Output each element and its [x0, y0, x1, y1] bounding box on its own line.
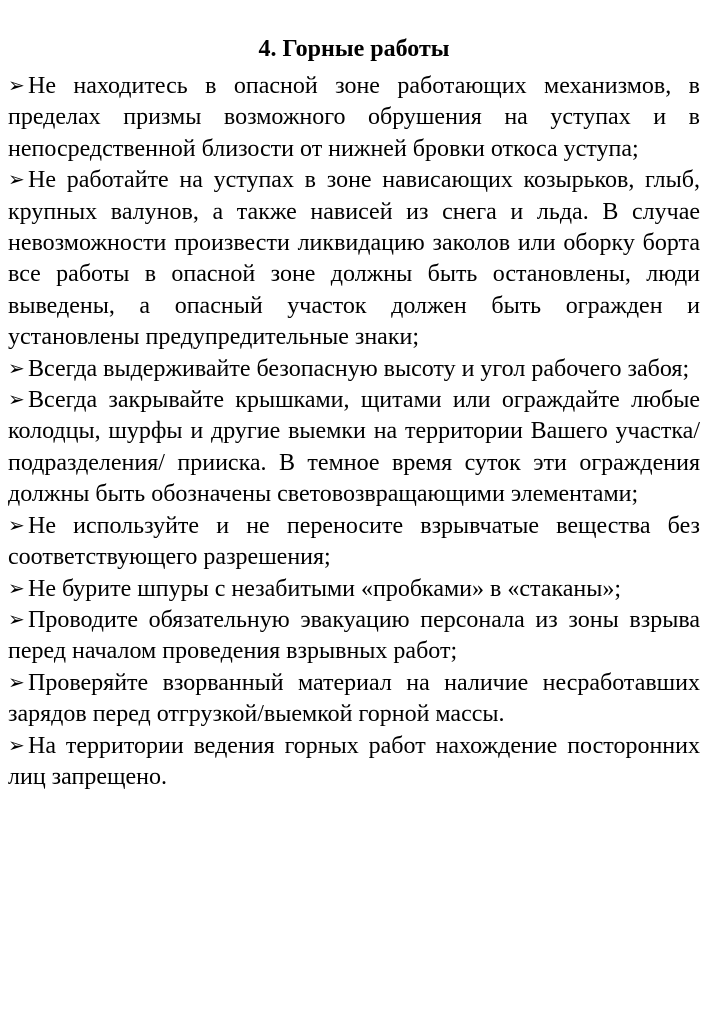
list-item-text: Проверяйте взорванный материал на наличие несработавших зарядов перед отгрузкой/выемкой горной массы.	[8, 669, 700, 728]
arrow-bullet-icon: ➢	[8, 514, 25, 537]
list-item-text: Всегда выдерживайте безопасную высоту и угол рабочего забоя;	[28, 355, 690, 382]
safety-rules-list	[8, 71, 700, 793]
arrow-bullet-icon: ➢	[8, 75, 25, 97]
list-item	[8, 165, 700, 353]
list-item	[8, 605, 700, 668]
list-item	[8, 71, 700, 165]
list-item	[8, 354, 700, 385]
list-item	[8, 511, 700, 574]
list-item	[8, 668, 700, 731]
arrow-bullet-icon: ➢	[8, 169, 25, 192]
arrow-bullet-icon: ➢	[8, 389, 25, 412]
list-item	[8, 574, 700, 605]
page-title: 4. Горные работы	[258, 36, 450, 62]
arrow-bullet-icon: ➢	[8, 577, 25, 600]
arrow-bullet-icon: ➢	[8, 734, 25, 757]
list-item-text: Не работайте на уступах в зоне нависающих козырьков, глыб, крупных валунов, а также нависей из снега и льда. В случае невозможности произвести ликвидацию заколов или оборку борта все работы в опасной зоне должны быть остановлены, люди выведены, а опасный участок должен быть огражден и установлены предупредительные знаки;	[8, 167, 700, 351]
list-item-text: Не находитесь в опасной зоне работающих механизмов, в пределах призмы возможного обрушения на уступах и в непосредственной близости от нижней бровки откоса уступа;	[8, 73, 700, 162]
list-item	[8, 731, 700, 794]
arrow-bullet-icon: ➢	[8, 357, 25, 380]
list-item-text: На территории ведения горных работ нахождение посторонних лиц запрещено.	[8, 732, 700, 790]
arrow-bullet-icon: ➢	[8, 608, 25, 631]
list-item-text: Не используйте и не переносите взрывчатые вещества без соответствующего разрешения;	[8, 512, 700, 571]
list-item	[8, 385, 700, 511]
list-item-text: Всегда закрывайте крышками, щитами или ограждайте любые колодцы, шурфы и другие выемки на территории Вашего участка/подразделения/ прииска. В темное время суток эти ограждения должны быть обозначены световозвращающими элементами;	[8, 387, 700, 508]
list-item-text: Проводите обязательную эвакуацию персонала из зоны взрыва перед началом проведения взрывных работ;	[8, 606, 700, 665]
arrow-bullet-icon: ➢	[8, 671, 25, 694]
list-item-text: Не бурите шпуры с незабитыми «пробками» в «стаканы»;	[28, 575, 622, 602]
